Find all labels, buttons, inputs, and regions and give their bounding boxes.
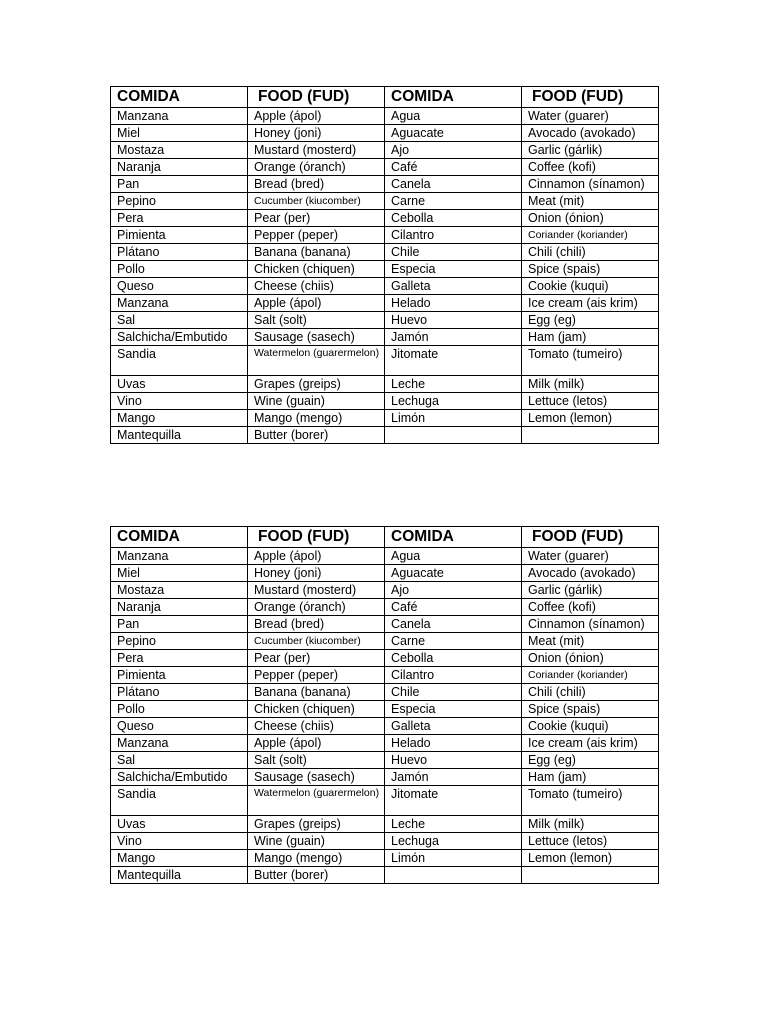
table-cell: Limón (385, 850, 522, 867)
table-cell: Sandia (111, 786, 248, 816)
table-body (111, 548, 659, 884)
table-cell: Vino (111, 833, 248, 850)
table-row (111, 616, 659, 633)
table-cell: Chili (chili) (522, 244, 659, 261)
table-cell: Naranja (111, 599, 248, 616)
table-cell: Bread (bred) (248, 616, 385, 633)
table-cell: Salt (solt) (248, 312, 385, 329)
table-row (111, 582, 659, 599)
table-cell: Grapes (greips) (248, 376, 385, 393)
table-row (111, 867, 659, 884)
table-cell: Avocado (avokado) (522, 565, 659, 582)
table-cell: Pan (111, 616, 248, 633)
table-cell: Mango (111, 850, 248, 867)
vocab-table-top (110, 86, 659, 444)
table-cell: Mostaza (111, 142, 248, 159)
table-cell: Lettuce (letos) (522, 833, 659, 850)
table-cell: Salchicha/Embutido (111, 329, 248, 346)
table-cell: Sausage (sasech) (248, 769, 385, 786)
table-cell: Butter (borer) (248, 867, 385, 884)
table-row (111, 833, 659, 850)
table-cell: Helado (385, 735, 522, 752)
table-cell: Helado (385, 295, 522, 312)
table-cell: Queso (111, 718, 248, 735)
table-cell: Cilantro (385, 227, 522, 244)
table-row (111, 393, 659, 410)
table-row (111, 329, 659, 346)
table-cell: Meat (mit) (522, 193, 659, 210)
table-cell: Sausage (sasech) (248, 329, 385, 346)
table-cell: Chicken (chiquen) (248, 261, 385, 278)
table-row (111, 244, 659, 261)
table-cell: Pepper (peper) (248, 227, 385, 244)
table-cell: Ajo (385, 142, 522, 159)
table-row (111, 816, 659, 833)
table-cell: Bread (bred) (248, 176, 385, 193)
table-cell: Lechuga (385, 393, 522, 410)
table-cell (522, 427, 659, 444)
table-cell: Tomato (tumeiro) (522, 346, 659, 376)
table-cell: Aguacate (385, 565, 522, 582)
table-cell: Jamón (385, 329, 522, 346)
table-row (111, 752, 659, 769)
table-row (111, 278, 659, 295)
table-row (111, 193, 659, 210)
table-row (111, 346, 659, 376)
table-cell: Cheese (chiis) (248, 718, 385, 735)
table-cell (385, 427, 522, 444)
table-cell: Ham (jam) (522, 769, 659, 786)
table-cell: Banana (banana) (248, 244, 385, 261)
table-cell: Canela (385, 176, 522, 193)
table-cell: Egg (eg) (522, 752, 659, 769)
table-cell: Queso (111, 278, 248, 295)
table-cell: Avocado (avokado) (522, 125, 659, 142)
table-cell: Cebolla (385, 650, 522, 667)
table-cell: Mango (111, 410, 248, 427)
table-cell: Manzana (111, 735, 248, 752)
table-cell: Mustard (mosterd) (248, 142, 385, 159)
table-cell: Chile (385, 684, 522, 701)
table-cell: Sal (111, 312, 248, 329)
table-cell: Limón (385, 410, 522, 427)
table-cell: Leche (385, 816, 522, 833)
table-row (111, 565, 659, 582)
table-row (111, 295, 659, 312)
header-row (111, 527, 659, 548)
table-cell: Egg (eg) (522, 312, 659, 329)
table-cell: Grapes (greips) (248, 816, 385, 833)
table-cell: Chicken (chiquen) (248, 701, 385, 718)
table-cell: Jamón (385, 769, 522, 786)
table-cell: Cinnamon (sínamon) (522, 176, 659, 193)
table-cell: Vino (111, 393, 248, 410)
table-row (111, 786, 659, 816)
table-row (111, 176, 659, 193)
table-cell: Pollo (111, 701, 248, 718)
table-cell: Carne (385, 193, 522, 210)
table-cell: Garlic (gárlik) (522, 582, 659, 599)
table-row (111, 701, 659, 718)
table-row (111, 718, 659, 735)
table-cell: Coffee (kofi) (522, 599, 659, 616)
table-row (111, 410, 659, 427)
table-cell: Banana (banana) (248, 684, 385, 701)
table-cell: Sandia (111, 346, 248, 376)
table-cell: Manzana (111, 548, 248, 565)
table-row (111, 210, 659, 227)
table-cell: Lemon (lemon) (522, 850, 659, 867)
table-cell: Lemon (lemon) (522, 410, 659, 427)
table-cell: Jitomate (385, 346, 522, 376)
table-cell: Uvas (111, 816, 248, 833)
table-cell: Pepino (111, 633, 248, 650)
table-cell: Salchicha/Embutido (111, 769, 248, 786)
header-cell: COMIDA (385, 87, 522, 108)
table-cell: Cinnamon (sínamon) (522, 616, 659, 633)
table-cell: Chili (chili) (522, 684, 659, 701)
vocab-table-bottom (110, 526, 659, 884)
table-row (111, 769, 659, 786)
table-cell: Lechuga (385, 833, 522, 850)
table-cell: Uvas (111, 376, 248, 393)
table-cell: Mantequilla (111, 867, 248, 884)
table-row (111, 312, 659, 329)
table-cell: Agua (385, 548, 522, 565)
table-cell: Jitomate (385, 786, 522, 816)
table-cell: Mantequilla (111, 427, 248, 444)
table-row (111, 261, 659, 278)
table-cell: Apple (ápol) (248, 295, 385, 312)
table-cell: Ice cream (ais krim) (522, 295, 659, 312)
table-cell: Chile (385, 244, 522, 261)
header-cell: FOOD (FUD) (248, 87, 385, 108)
table-row (111, 427, 659, 444)
table-row (111, 227, 659, 244)
table-cell: Pear (per) (248, 210, 385, 227)
table-cell: Miel (111, 125, 248, 142)
table-cell: Leche (385, 376, 522, 393)
table-cell: Miel (111, 565, 248, 582)
table-row (111, 667, 659, 684)
table-cell: Milk (milk) (522, 376, 659, 393)
table-cell: Spice (spais) (522, 701, 659, 718)
table-cell: Lettuce (letos) (522, 393, 659, 410)
header-cell: FOOD (FUD) (248, 527, 385, 548)
table-cell: Wine (guain) (248, 393, 385, 410)
table-cell: Mango (mengo) (248, 410, 385, 427)
table-cell: Mostaza (111, 582, 248, 599)
table-cell: Pear (per) (248, 650, 385, 667)
table-cell: Galleta (385, 278, 522, 295)
table-cell: Onion (ónion) (522, 650, 659, 667)
table-cell: Ham (jam) (522, 329, 659, 346)
table-cell (522, 867, 659, 884)
table-cell: Plátano (111, 684, 248, 701)
table-cell: Café (385, 159, 522, 176)
header-cell: COMIDA (385, 527, 522, 548)
table-cell: Especia (385, 261, 522, 278)
table-cell: Cucumber (kiucomber) (248, 193, 385, 210)
table-cell: Honey (joni) (248, 565, 385, 582)
table-cell: Meat (mit) (522, 633, 659, 650)
table-row (111, 633, 659, 650)
table-row (111, 735, 659, 752)
table-row (111, 125, 659, 142)
table-cell: Mustard (mosterd) (248, 582, 385, 599)
table-cell: Manzana (111, 295, 248, 312)
table-cell: Galleta (385, 718, 522, 735)
table-cell: Pan (111, 176, 248, 193)
table-cell: Sal (111, 752, 248, 769)
table-body (111, 108, 659, 444)
header-row (111, 87, 659, 108)
table-cell: Canela (385, 616, 522, 633)
table-cell: Wine (guain) (248, 833, 385, 850)
table-cell: Cilantro (385, 667, 522, 684)
table-cell: Tomato (tumeiro) (522, 786, 659, 816)
table-cell: Garlic (gárlik) (522, 142, 659, 159)
table-cell: Pimienta (111, 667, 248, 684)
table-cell: Watermelon (guarermelon) (248, 786, 385, 816)
table-cell: Cheese (chiis) (248, 278, 385, 295)
table-cell: Pera (111, 650, 248, 667)
table-row (111, 142, 659, 159)
table-cell: Pimienta (111, 227, 248, 244)
table-row (111, 650, 659, 667)
table-cell: Coffee (kofi) (522, 159, 659, 176)
table-cell: Milk (milk) (522, 816, 659, 833)
table-cell: Apple (ápol) (248, 548, 385, 565)
table-cell: Huevo (385, 752, 522, 769)
table-row (111, 599, 659, 616)
table-cell: Pepper (peper) (248, 667, 385, 684)
table-cell: Agua (385, 108, 522, 125)
table-cell: Coriander (koriander) (522, 227, 659, 244)
table-cell: Orange (óranch) (248, 599, 385, 616)
table-cell: Pollo (111, 261, 248, 278)
table-cell: Plátano (111, 244, 248, 261)
table-row (111, 108, 659, 125)
table-cell: Ajo (385, 582, 522, 599)
table-cell: Onion (ónion) (522, 210, 659, 227)
table-cell: Cucumber (kiucomber) (248, 633, 385, 650)
table-cell: Pera (111, 210, 248, 227)
table-cell: Huevo (385, 312, 522, 329)
header-cell: FOOD (FUD) (522, 87, 659, 108)
table-cell: Pepino (111, 193, 248, 210)
table-cell: Cebolla (385, 210, 522, 227)
table-row (111, 684, 659, 701)
table-cell: Honey (joni) (248, 125, 385, 142)
header-cell: FOOD (FUD) (522, 527, 659, 548)
table-cell: Especia (385, 701, 522, 718)
table-row (111, 159, 659, 176)
table-cell: Cookie (kuqui) (522, 278, 659, 295)
table-cell: Spice (spais) (522, 261, 659, 278)
table-cell: Mango (mengo) (248, 850, 385, 867)
table-cell: Carne (385, 633, 522, 650)
table-cell: Café (385, 599, 522, 616)
table-cell: Apple (ápol) (248, 108, 385, 125)
header-cell: COMIDA (111, 527, 248, 548)
table-cell: Orange (óranch) (248, 159, 385, 176)
table-cell: Aguacate (385, 125, 522, 142)
table-cell (385, 867, 522, 884)
table-cell: Water (guarer) (522, 108, 659, 125)
table-row (111, 376, 659, 393)
table-row (111, 548, 659, 565)
table-cell: Butter (borer) (248, 427, 385, 444)
header-cell: COMIDA (111, 87, 248, 108)
table-cell: Naranja (111, 159, 248, 176)
table-cell: Coriander (koriander) (522, 667, 659, 684)
table-cell: Ice cream (ais krim) (522, 735, 659, 752)
table-cell: Apple (ápol) (248, 735, 385, 752)
table-cell: Cookie (kuqui) (522, 718, 659, 735)
table-cell: Manzana (111, 108, 248, 125)
table-cell: Salt (solt) (248, 752, 385, 769)
table-row (111, 850, 659, 867)
table-cell: Watermelon (guarermelon) (248, 346, 385, 376)
table-cell: Water (guarer) (522, 548, 659, 565)
